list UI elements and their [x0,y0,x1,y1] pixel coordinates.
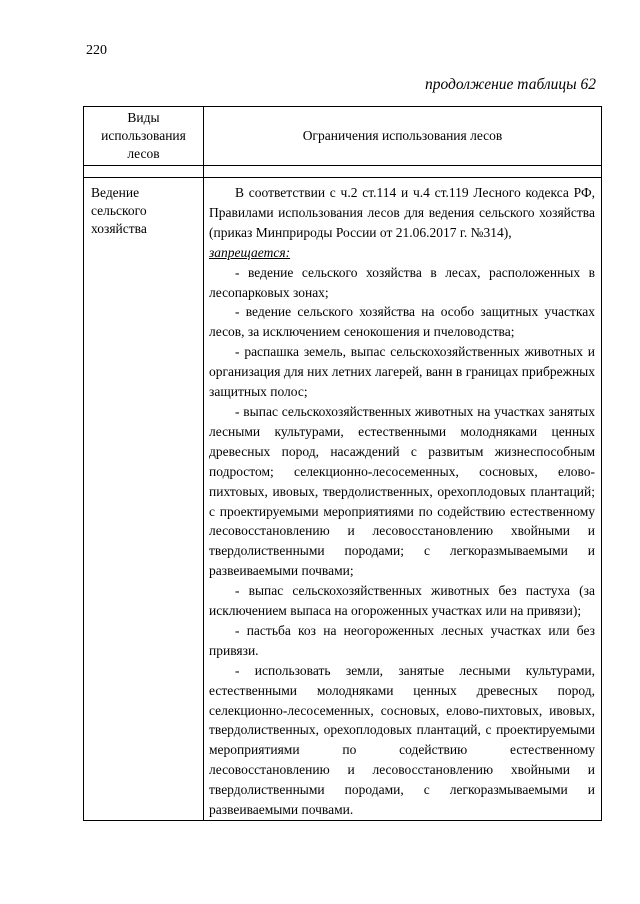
forbidden-label: запрещается: [209,244,291,260]
restriction-item: - пастьба коз на неогороженных лесных участках или без привязи. [209,622,595,658]
page-number: 220 [86,43,107,58]
header-forest-use-types: Виды использования лесов [84,107,204,166]
restrictions-table [83,106,602,821]
forest-use-cell: Ведение сельского хозяйства [84,178,204,821]
table-header-row [84,107,602,166]
legal-basis-text: В соответствии с ч.2 ст.114 и ч.4 ст.119 Лесного кодекса РФ, Правилами использования лесов для ведения сельского хозяйства (приказ Минприроды России от 21.06.2017 г. №314), [209,185,595,240]
restriction-item: - ведение сельского хозяйства на особо защитных участках лесов, за исключением сенокошения и пчеловодства; [209,304,595,340]
restriction-item: - распашка земель, выпас сельскохозяйственных животных и организация для них летних лагерей, ванн в границах прибрежных защитных полос; [209,344,595,400]
table-spacer-row [84,166,602,178]
restriction-item: - использовать земли, занятые лесными культурами, естественными молодняками ценных древесных пород, селекционно-лесосеменных, сосновых, елово-пихтовых, ивовых, твердолиственных, орехоплодовых плантаций, с проектируемыми мероприятиями по содействию естественному лесовосстановлению и лесовосстановлению хвойными и твердолиственными породами, с легкоразмываемыми и развеиваемыми почвами. [209,662,595,818]
spacer-cell [204,166,602,178]
legal-basis-paragraph [209,183,595,243]
table-continuation-caption: продолжение таблицы 62 [425,76,596,93]
table-row [84,178,602,821]
restriction-item: - выпас сельскохозяйственных животных без пастуха (за исключением выпаса на огороженных участках или на привязи); [209,583,595,619]
header-restrictions: Ограничения использования лесов [204,107,602,166]
restriction-item: - выпас сельскохозяйственных животных на участках занятых лесными культурами, естественными молодняками ценных древесных пород, насаждений с развитым жизнеспособным подростом; селекционно-лесосеменных, сосновых, елово-пихтовых, ивовых, твердолиственных, орехоплодовых плантаций; с проектируемыми мероприятиями по содействию естественному лесовосстановлению и лесовосстановлению хвойными и твердолиственными породами; с легкоразмываемыми и развеиваемыми почвами; [209,403,595,579]
restriction-item: - ведение сельского хозяйства в лесах, расположенных в лесопарковых зонах; [209,264,595,300]
spacer-cell [84,166,204,178]
restrictions-cell [204,178,602,821]
